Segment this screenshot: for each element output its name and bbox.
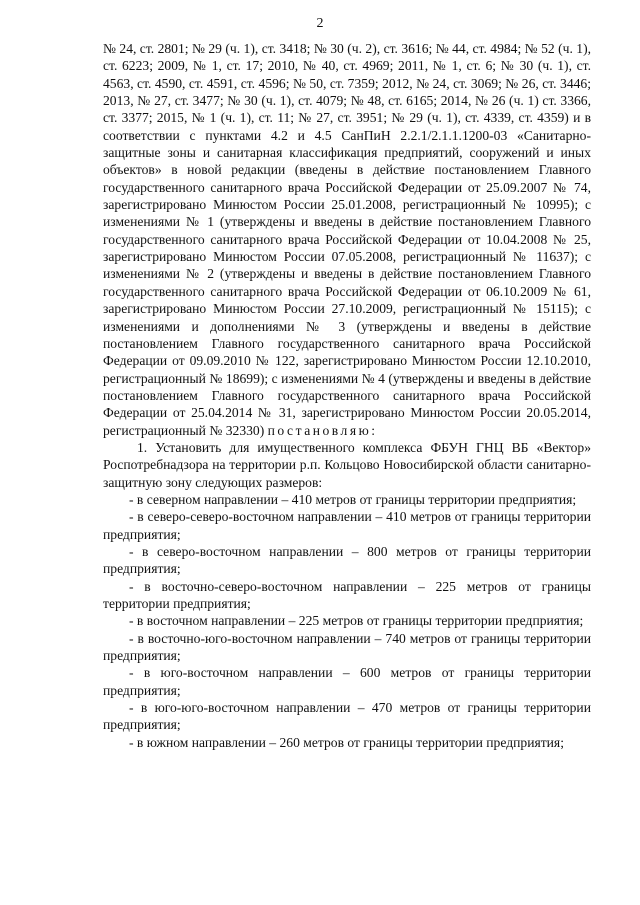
legal-basis-paragraph [103,40,591,439]
zone-item-north-north-east: - в северо-северо-восточном направлении – 410 метров от границы территории предприятия; [103,509,591,542]
point-1-paragraph: 1. Установить для имущественного комплекса ФБУН ГНЦ ВБ «Вектор» Роспотребнадзора на территории р.п. Кольцово Новосибирской области санитарно-защитную зону следующих размеров: [103,439,591,490]
legal-basis-text: № 24, ст. 2801; № 29 (ч. 1), ст. 3418; № 30 (ч. 2), ст. 3616; № 44, ст. 4984; № 52 (ч. 1), ст. 6223; 2009, № 1, ст. 17; 2010, № 40, ст. 4969; 2011, № 1, ст. 6; № 30 (ч. 1), ст. 4563, ст. 4590, ст. 4591, ст. 4596; № 50, ст. 7359; 2012, № 24, ст. 3069; № 26, ст. 3446; 2013, № 27, ст. 3477; № 30 (ч. 1), ст. 4079; № 48, ст. 6165; 2014, № 26 (ч. 1) ст. 3366, ст. 3377; 2015, № 1 (ч. 1), ст. 11; № 27, ст. 3951; № 29 (ч. 1), ст. 4339, ст. 4359) и в соответствии с пунктами 4.2 и 4.5 СанПиН 2.2.1/2.1.1.1200-03 «Санитарно-защитные зоны и санитарная классификация предприятий, сооружений и иных объектов» в новой редакции (введены в действие постановлением Главного государственного санитарного врача Российской Федерации от 25.09.2007 № 74, зарегистрировано Минюстом России 25.01.2008, регистрационный № 10995); с изменениями № 1 (утверждены и введены в действие постановлением Главного государственного санитарного врача Российской Федерации от 10.04.2008 № 25, зарегистрировано Минюстом России 07.05.2008, регистрационный № 11637); с изменениями № 2 (утверждены и введены в действие постановлением Главного государственного санитарного врача Российской Федерации от 06.10.2009 № 61, зарегистрировано Минюстом России 27.10.2009, регистрационный № 15115); с изменениями и дополнениями № 3 (утверждены и введены в действие постановлением Главного государственного санитарного врача Российской Федерации от 09.09.2010 № 122, зарегистрировано Минюстом России 12.10.2010, регистрационный № 18699); с изменениями № 4 (утверждены и введены в действие постановлением Главного государственного санитарного врача Российской Федерации от 25.04.2014 № 31, зарегистрировано Минюстом России 20.05.2014, регистрационный № 32330) [103,41,591,438]
zone-item-north-east: - в северо-восточном направлении – 800 метров от границы территории предприятия; [103,543,591,577]
document-body [103,40,591,751]
zone-item-east-south-east: - в восточно-юго-восточном направлении – 740 метров от границы территории предприятия; [103,630,591,664]
zone-item-east-north-east: - в восточно-северо-восточном направлении – 225 метров от границы территории предприятия; [103,578,591,611]
decree-word: постановляю: [267,422,378,438]
page-number: 2 [316,16,324,31]
zone-item-east: - в восточном направлении – 225 метров от границы территории предприятия; [129,613,584,629]
zone-item-south-east: - в юго-восточном направлении – 600 метров от границы территории предприятия; [103,665,591,698]
zone-item-south: - в южном направлении – 260 метров от границы территории предприятия; [129,734,564,750]
zone-item-north: - в северном направлении – 410 метров от границы территории предприятия; [129,491,577,507]
zone-item-south-south-east: - в юго-юго-восточном направлении – 470 метров от границы территории предприятия; [103,700,591,733]
